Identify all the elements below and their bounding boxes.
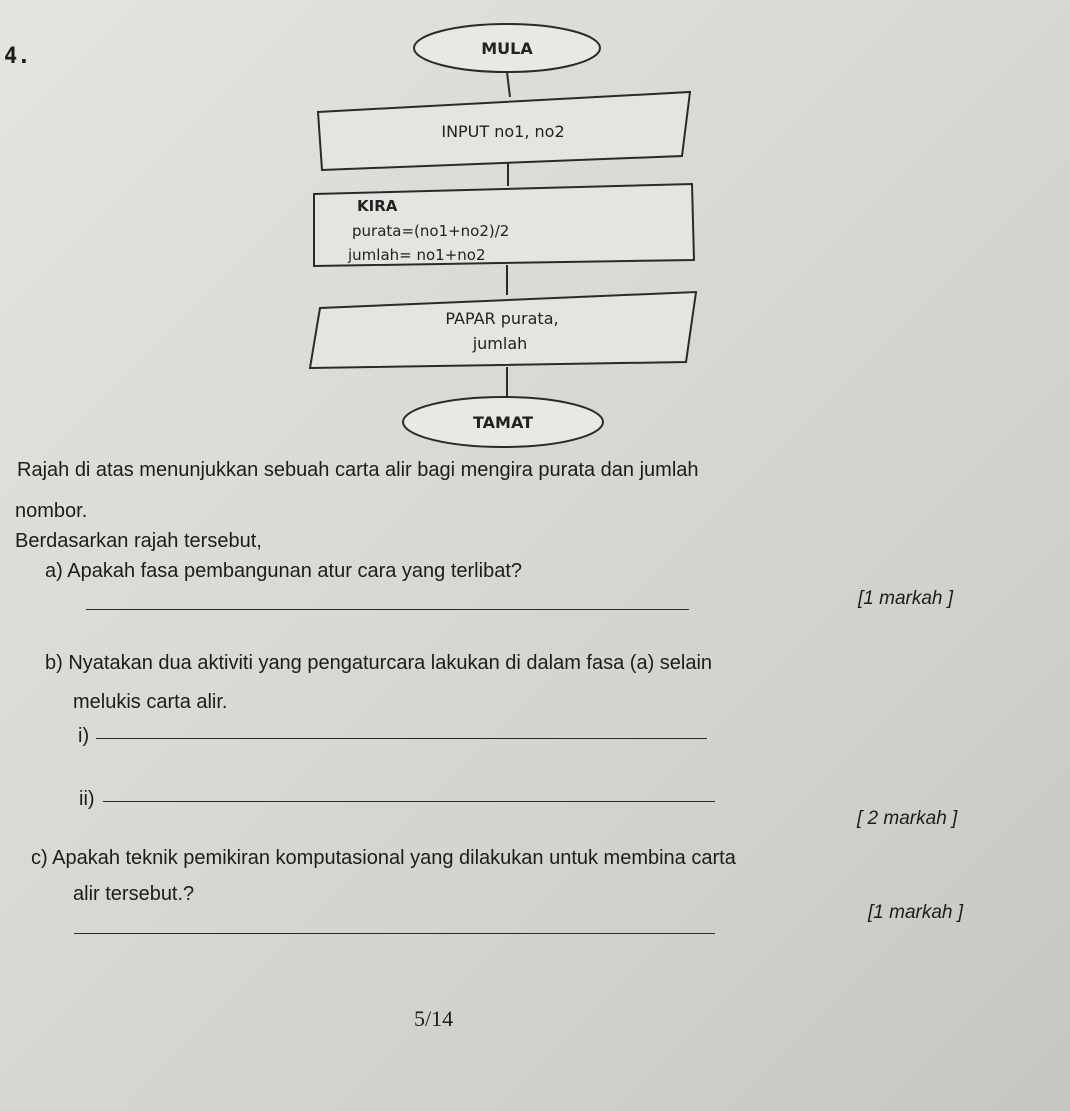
answer-line-c[interactable] xyxy=(74,933,715,934)
output-label-1: PAPAR purata, xyxy=(445,309,559,328)
marks-b: [ 2 markah ] xyxy=(857,808,958,829)
intro-text-line-2: nombor. xyxy=(15,500,88,522)
output-label-2: jumlah xyxy=(472,334,528,353)
answer-label-b-ii: ii) xyxy=(79,788,95,810)
marks-a: [1 markah ] xyxy=(858,588,954,609)
process-average-formula: purata=(no1+no2)/2 xyxy=(352,222,510,240)
process-sum-formula: jumlah= no1+no2 xyxy=(348,246,486,264)
output-parallelogram xyxy=(310,292,696,368)
end-label: TAMAT xyxy=(472,413,534,432)
answer-label-b-i: i) xyxy=(78,725,90,747)
flowchart xyxy=(0,0,1070,470)
intro-text-line-3: Berdasarkan rajah tersebut, xyxy=(15,530,262,552)
input-label: INPUT no1, no2 xyxy=(441,122,565,141)
question-b-line-1: b) Nyatakan dua aktiviti yang pengaturcara lakukan di dalam fasa (a) selain xyxy=(45,652,713,674)
answer-line-b-ii[interactable] xyxy=(103,801,715,802)
intro-text-line-1: Rajah di atas menunjukkan sebuah carta alir bagi mengira purata dan jumlah xyxy=(17,459,699,481)
page-number: 5/14 xyxy=(414,1006,454,1031)
answer-line-b-i[interactable] xyxy=(96,738,707,739)
question-a-text: a) Apakah fasa pembangunan atur cara yang terlibat? xyxy=(45,560,522,582)
question-b-line-2: melukis carta alir. xyxy=(73,691,228,713)
process-title: KIRA xyxy=(357,197,398,215)
connector-1 xyxy=(507,72,510,97)
marks-c: [1 markah ] xyxy=(868,902,964,923)
answer-line-a[interactable] xyxy=(86,609,689,610)
start-label: MULA xyxy=(481,39,533,58)
question-c-line-1: c) Apakah teknik pemikiran komputasional yang dilakukan untuk membina carta xyxy=(31,847,736,869)
question-c-line-2: alir tersebut.? xyxy=(73,883,195,905)
question-number: 4. xyxy=(4,44,31,69)
